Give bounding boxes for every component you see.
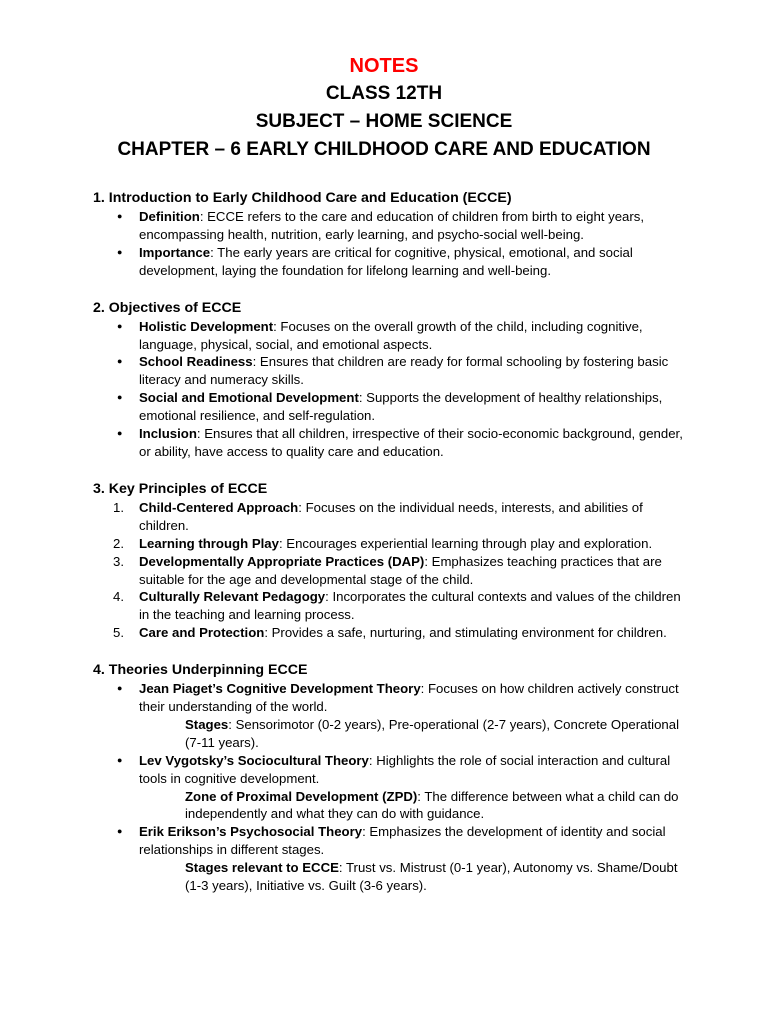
bullet-list	[93, 318, 683, 461]
list-item	[93, 425, 683, 461]
item-text: : Focuses on how children actively construct their understanding of the world.	[139, 681, 679, 715]
notes-heading: NOTES	[349, 55, 419, 77]
sub-item	[93, 716, 683, 752]
bullet-icon: ●	[117, 683, 123, 694]
item-text: : Focuses on the individual needs, interests, and abilities of children.	[139, 499, 643, 533]
item-text: : Emphasizes teaching practices that are suitable for the age and developmental stage of the child.	[139, 553, 662, 587]
list-item	[93, 535, 683, 553]
sub-item-term: Zone of Proximal Development (ZPD)	[185, 788, 418, 804]
list-item	[93, 752, 683, 788]
item-term: Lev Vygotsky’s Sociocultural Theory	[139, 752, 369, 768]
bullet-list	[93, 680, 683, 895]
section-introduction	[93, 188, 683, 280]
item-text: : The early years are critical for cognitive, physical, emotional, and social development, laying the foundation for lifelong learning and well-being.	[139, 244, 633, 278]
document-body	[93, 188, 683, 913]
item-number: 4.	[113, 589, 124, 605]
class-line: CLASS 12TH	[325, 83, 443, 104]
sub-item-text: : Trust vs. Mistrust (0-1 year), Autonomy vs. Shame/Doubt (1-3 years), Initiative vs. Guilt (3-6 years).	[185, 860, 678, 894]
item-term: Importance	[139, 244, 211, 260]
item-text: : Provides a safe, nurturing, and stimulating environment for children.	[264, 625, 667, 641]
bullet-list	[93, 208, 683, 280]
bullet-icon: ●	[117, 246, 123, 257]
section-objectives	[93, 298, 683, 461]
item-text: : Encourages experiential learning through play and exploration.	[278, 535, 653, 551]
list-item	[93, 823, 683, 859]
bullet-icon: ●	[117, 392, 123, 403]
item-text: : Supports the development of healthy relationships, emotional resilience, and self-regulation.	[139, 390, 663, 424]
section-title: 2. Objectives of ECCE	[93, 299, 242, 316]
item-term: Inclusion	[139, 426, 197, 442]
item-term: Social and Emotional Development	[139, 390, 359, 406]
list-item	[93, 208, 683, 244]
sub-item	[93, 859, 683, 895]
sub-item	[93, 788, 683, 824]
bullet-icon: ●	[117, 320, 123, 331]
list-item	[93, 389, 683, 425]
item-number: 2.	[113, 535, 124, 551]
item-text: : Emphasizes the development of identity and social relationships in different stages.	[139, 824, 666, 858]
list-item	[93, 553, 683, 589]
item-term: School Readiness	[139, 354, 253, 370]
item-term: Care and Protection	[139, 625, 265, 641]
list-item	[93, 353, 683, 389]
subject-line: SUBJECT – HOME SCIENCE	[255, 111, 513, 132]
item-number: 3.	[113, 553, 124, 569]
bullet-icon: ●	[117, 754, 123, 765]
section-key-principles	[93, 479, 683, 642]
numbered-list	[93, 499, 683, 642]
section-title: 3. Key Principles of ECCE	[93, 480, 268, 497]
item-text: : Ensures that children are ready for formal schooling by fostering basic literacy and numeracy skills.	[139, 354, 669, 388]
item-text: : Ensures that all children, irrespective of their socio-economic background, gender, or ability, have access to quality care and education.	[139, 426, 683, 459]
sub-item-term: Stages relevant to ECCE	[185, 860, 339, 876]
bullet-icon: ●	[117, 826, 123, 837]
document-header	[0, 52, 768, 164]
sub-item-term: Stages	[185, 716, 229, 732]
list-item	[93, 624, 683, 642]
sub-item-text: : Sensorimotor (0-2 years), Pre-operational (2-7 years), Concrete Operational (7-11 years).	[185, 716, 680, 750]
bullet-icon: ●	[117, 428, 123, 439]
bullet-icon: ●	[117, 211, 123, 221]
section-title: 4. Theories Underpinning ECCE	[93, 662, 308, 679]
item-number: 1.	[113, 499, 124, 515]
item-term: Developmentally Appropriate Practices (DAP)	[139, 553, 425, 569]
item-text: : ECCE refers to the care and education of children from birth to eight years, encompassing health, nutrition, early learning, and psycho-social well-being.	[139, 209, 645, 242]
item-term: Culturally Relevant Pedagogy	[139, 589, 326, 605]
item-text: : Focuses on the overall growth of the child, including cognitive, language, physical, social, and emotional aspects.	[139, 318, 643, 352]
list-item	[93, 588, 683, 624]
list-item	[93, 244, 683, 280]
item-term: Holistic Development	[139, 318, 274, 334]
item-term: Definition	[139, 209, 200, 224]
item-number: 5.	[113, 625, 124, 641]
chapter-line: CHAPTER – 6 EARLY CHILDHOOD CARE AND EDUCATION	[117, 139, 651, 160]
item-term: Learning through Play	[139, 535, 279, 551]
list-item	[93, 318, 683, 354]
sub-item-text: : The difference between what a child can do independently and what they can do with guidance.	[185, 788, 679, 822]
item-term: Jean Piaget’s Cognitive Development Theory	[139, 681, 421, 697]
item-text: : Highlights the role of social interaction and cultural tools in cognitive development.	[139, 752, 671, 786]
list-item	[93, 499, 683, 535]
item-text: : Incorporates the cultural contexts and values of the children in the teaching and learning process.	[139, 589, 681, 623]
section-theories	[93, 660, 683, 895]
list-item	[93, 680, 683, 716]
item-term: Erik Erikson’s Psychosocial Theory	[139, 824, 363, 840]
item-term: Child-Centered Approach	[139, 499, 299, 515]
bullet-icon: ●	[117, 356, 123, 367]
section-title: 1. Introduction to Early Childhood Care and Education (ECCE)	[93, 190, 512, 206]
